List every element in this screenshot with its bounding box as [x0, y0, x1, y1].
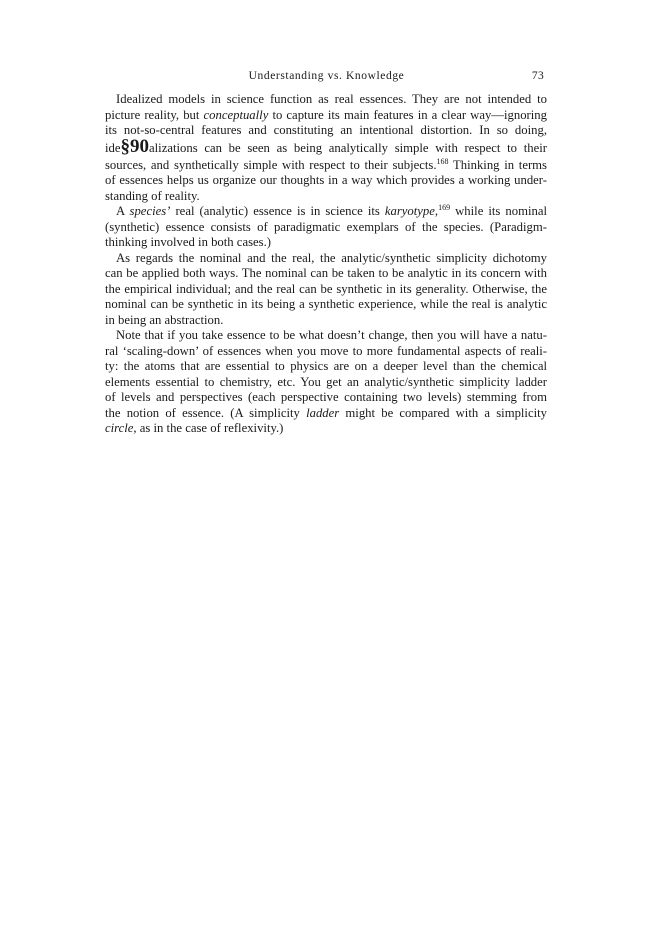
text-line	[105, 390, 547, 406]
text-line	[105, 359, 547, 375]
text-line	[105, 235, 547, 251]
text-run: its not-so-central features and constituting an intentional distortion. In so doing,	[105, 123, 547, 137]
text-line	[105, 297, 547, 313]
footnote-ref: 169	[438, 203, 451, 212]
section-marker: §90	[120, 135, 150, 157]
text-run: Thinking in terms	[448, 157, 547, 172]
text-run: might be compared with a simplicity	[339, 405, 547, 420]
text-line	[105, 421, 547, 437]
paragraph-4	[105, 328, 547, 437]
emphasis-text: species’	[129, 204, 171, 218]
text-run: in being an abstraction.	[105, 312, 224, 327]
body-text	[105, 92, 547, 437]
footnote-ref: 168	[436, 156, 449, 166]
text-line	[105, 406, 547, 422]
text-run: , as in the case of reflexivity.)	[133, 421, 284, 435]
text-run: ide	[105, 140, 121, 155]
text-run: of essences helps us organize our thoughts in a way which provides a working under-	[105, 173, 547, 187]
text-line	[105, 266, 547, 282]
text-run: A	[116, 204, 130, 218]
text-line	[105, 158, 547, 174]
running-title: Understanding vs. Knowledge	[248, 70, 405, 82]
text-run: ,	[434, 204, 439, 218]
text-line	[105, 173, 547, 189]
text-line	[105, 344, 547, 360]
text-run: real (analytic) essence is in science its	[170, 204, 385, 218]
text-line	[105, 328, 547, 344]
text-run: nominal can be synthetic in its being a synthetic experience, while the real is analytic	[105, 297, 547, 311]
paragraph-3	[105, 251, 547, 329]
text-line	[105, 375, 547, 391]
text-run: the notion of essence. (A simplicity	[105, 405, 307, 420]
text-run: thinking involved in both cases.)	[105, 235, 271, 249]
emphasis-text: circle	[105, 421, 134, 435]
text-run: ral ‘scaling-down’ of essences when you move to more fundamental aspects of reali-	[105, 343, 547, 358]
text-line	[105, 220, 547, 236]
text-run: alizations can be seen as being analytically simple with respect to their	[149, 140, 547, 155]
paragraph-1	[105, 92, 547, 204]
text-run: can be applied both ways. The nominal can be taken to be analytic in its concern with	[105, 266, 547, 280]
text-run: sources, and synthetically simple with respect to their subjects.	[105, 157, 437, 172]
text-run: (synthetic) essence consists of paradigmatic exemplars of the species. (Paradigm-	[105, 219, 547, 234]
text-run: to capture its main features in a clear way—ignoring	[268, 107, 547, 122]
running-head	[106, 70, 547, 86]
text-run: Idealized models in science function as real essences. They are not intended to	[116, 92, 547, 106]
text-run: the empirical individual; and the real can be synthetic in its generality. Otherwise, the	[105, 281, 547, 296]
text-run: picture reality, but	[105, 107, 204, 122]
text-run: of levels and perspectives (each perspective containing two levels) stemming from	[105, 390, 547, 404]
text-line	[105, 108, 547, 124]
text-run: As regards the nominal and the real, the analytic/synthetic simplicity dichotomy	[116, 250, 547, 265]
text-line	[105, 204, 547, 220]
text-run: Note that if you take essence to be what doesn’t change, then you will have a natu-	[116, 328, 547, 342]
emphasis-text: karyotype	[384, 204, 435, 218]
text-run: ty: the atoms that are essential to physics are on a deeper level than the chemical	[105, 359, 547, 373]
emphasis-text: conceptually	[203, 107, 269, 122]
text-line	[105, 123, 547, 139]
paragraph-2	[105, 204, 547, 251]
page-number: 73	[531, 70, 544, 82]
text-line	[105, 282, 547, 298]
text-line	[105, 313, 547, 329]
text-line	[105, 92, 547, 108]
text-line	[105, 135, 547, 158]
text-line	[105, 251, 547, 267]
text-run: elements essential to chemistry, etc. You get an analytic/synthetic simplicity ladder	[105, 374, 547, 389]
text-line	[105, 189, 547, 205]
text-run: while its nominal	[450, 204, 548, 218]
text-run: standing of reality.	[105, 188, 200, 203]
emphasis-text: ladder	[306, 405, 340, 420]
